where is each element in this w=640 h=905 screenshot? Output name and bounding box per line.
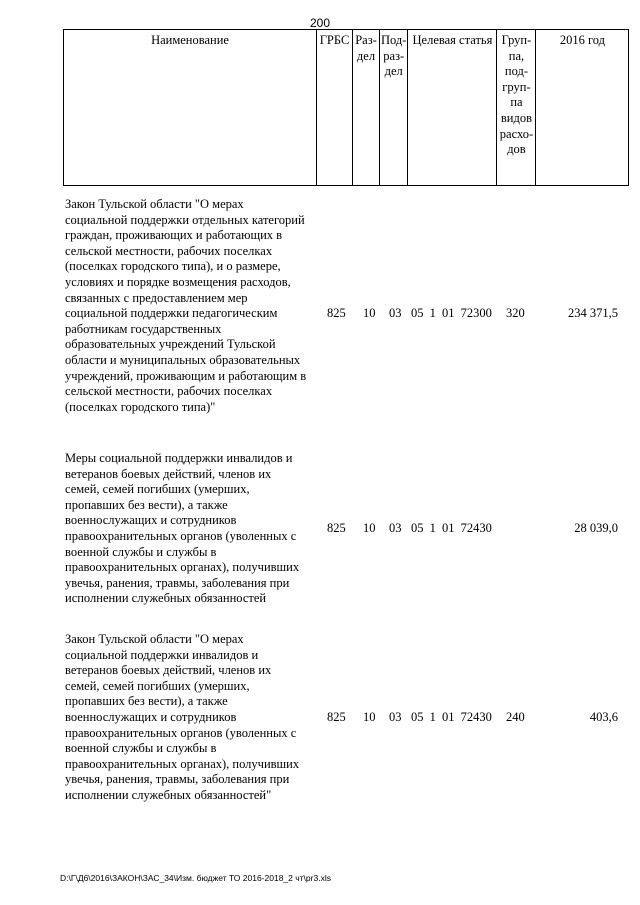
header-grbs: ГРБС bbox=[317, 30, 353, 186]
row-name: Меры социальной поддержки инвалидов и ветеранов боевых действий, членов их семей, семей погибших (умерших, пропавших без вести), а также военнослужащих и сотрудников правоохранительных органов (уволенных с военной службы и службы в правоохранительных органах), получивших увечья, ранения, травмы, заболевания при исполнении служебных обязанностей bbox=[65, 451, 300, 606]
row-podrazdel: 03 bbox=[389, 521, 402, 535]
row-target: 05 1 01 72430 bbox=[411, 710, 492, 724]
header-podrazdel: Под- раз- дел bbox=[380, 30, 408, 186]
row-name: Закон Тульской области "О мерах социальной поддержки инвалидов и ветеранов боевых действий, членов их семей, семей погибших (умерших, пропавших без вести), а также военнослужащих и сотрудников правоохранительных органов (уволенных с военной службы и службы в правоохранительных органах), получивших увечья, ранения, травмы, заболевания при исполнении служебных обязанностей" bbox=[65, 632, 300, 802]
footer-file-path: D:\Г\Д6\2016\ЗАКОН\ЗАС_34\Изм. бюджет ТО 2016-2018_2 чт\pr3.xls bbox=[60, 873, 331, 883]
table-header bbox=[63, 29, 629, 186]
row-name: Закон Тульской области "О мерах социальной поддержки отдельных категорий граждан, проживающих и работающих в сельской местности, рабочих поселках (поселках городского типа), и о размере, условиях и порядке возмещения расходов, связанных с предоставлением мер социальной поддержки педагогическим работникам государственных образовательных учреждений Тульской области и муниципальных образовательных учреждений, проживающим и работающим в сельской местности, рабочих поселках (поселках городского типа)" bbox=[65, 197, 307, 414]
row-razdel: 10 bbox=[363, 710, 376, 724]
row-razdel: 10 bbox=[363, 306, 376, 320]
row-razdel: 10 bbox=[363, 521, 376, 535]
row-target: 05 1 01 72300 bbox=[411, 306, 492, 320]
row-grbs: 825 bbox=[327, 710, 346, 724]
row-grbs: 825 bbox=[327, 306, 346, 320]
row-target: 05 1 01 72430 bbox=[411, 521, 492, 535]
row-amount: 28 039,0 bbox=[574, 521, 618, 535]
row-group: 320 bbox=[506, 306, 525, 320]
header-razdel: Раз- дел bbox=[353, 30, 380, 186]
header-target: Целевая статья bbox=[408, 30, 497, 186]
header-year: 2016 год bbox=[536, 30, 629, 186]
row-grbs: 825 bbox=[327, 521, 346, 535]
row-amount: 234 371,5 bbox=[568, 306, 618, 320]
page-number: 200 bbox=[309, 16, 331, 30]
row-amount: 403,6 bbox=[589, 710, 618, 724]
header-name: Наименование bbox=[64, 30, 317, 186]
row-podrazdel: 03 bbox=[389, 710, 402, 724]
row-podrazdel: 03 bbox=[389, 306, 402, 320]
row-group: 240 bbox=[506, 710, 525, 724]
header-group: Груп- па, под- груп- па видов расхо- дов bbox=[497, 30, 536, 186]
